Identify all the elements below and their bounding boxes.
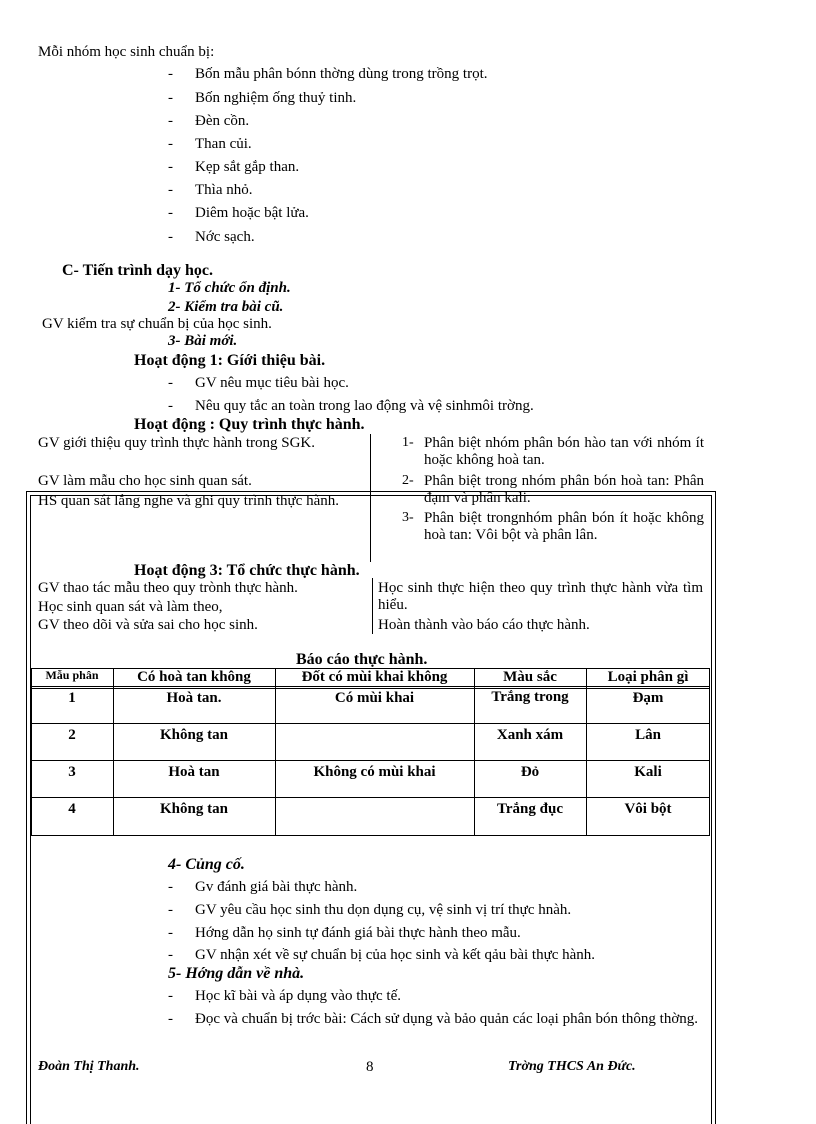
section-4-title: 4- Củng cố.: [168, 856, 245, 873]
table-cell: 3: [68, 764, 76, 780]
activity-2-left-2: GV làm mẫu cho học sinh quan sát.: [38, 473, 252, 489]
list-item: - Học kĩ bài và áp dụng vào thực tế.: [168, 988, 401, 1004]
activity-3-right-2: Hoàn thành vào báo cáo thực hành.: [378, 617, 590, 633]
step-number: 3-: [402, 510, 414, 525]
section-c-title: C- Tiến trình dạy học.: [62, 262, 213, 279]
list-item: - Nớc sạch.: [168, 229, 255, 245]
section-5-title: 5- Hớng dẫn về nhà.: [168, 965, 305, 982]
table-cell: 2: [68, 727, 76, 743]
table-header: Màu sắc: [503, 669, 557, 685]
table-header: Mẫu phân: [45, 668, 99, 682]
table-cell: 1: [68, 690, 76, 706]
activity-3-title: Hoạt động 3: Tổ chức thực hành.: [134, 562, 360, 579]
footer-author: Đoàn Thị Thanh.: [38, 1059, 140, 1074]
step-text: Phân biệt trongnhóm phân bón ít hoặc không hoà tan: Vôi bột và phân lân.: [424, 510, 704, 544]
list-item: - Than củi.: [168, 136, 252, 152]
subsection-title: 2- Kiểm tra bài cũ.: [168, 299, 284, 315]
table-cell: Xanh xám: [496, 727, 564, 743]
activity-3-left-1: GV thao tác mẫu theo quy trònh thực hành.: [38, 580, 298, 596]
page-number: 8: [366, 1059, 374, 1075]
list-item: - Kẹp sắt gắp than.: [168, 159, 300, 175]
table-header: Loại phân gì: [607, 669, 689, 685]
list-item: - Bốn mẫu phân bónn thờng dùng trong trồng trọt.: [168, 66, 488, 82]
table-cell: Trắng đục: [497, 801, 563, 817]
footer-school: Trờng THCS An Đức.: [508, 1059, 636, 1074]
table-cell: Không tan: [160, 801, 228, 817]
list-item: - GV yêu cầu học sinh thu dọn dụng cụ, vệ sinh vị trí thực hnàh.: [168, 902, 572, 918]
table-cell: 4: [68, 801, 76, 817]
list-item: - Nêu quy tắc an toàn trong lao động và vệ sinhmôi trờng.: [168, 398, 534, 414]
activity-3-left-3: GV theo dõi và sửa sai cho học sinh.: [38, 617, 258, 633]
column-divider: [372, 578, 373, 634]
activity-3-left-2: Học sinh quan sát và làm theo,: [38, 599, 223, 615]
report-table: [31, 668, 710, 836]
list-item: - Bốn nghiệm ống thuỷ tinh.: [168, 90, 357, 106]
table-cell: Không tan: [160, 727, 228, 743]
table-cell: Có mùi khai: [334, 690, 415, 706]
activity-2-left-1: GV giới thiệu quy trình thực hành trong SGK.: [38, 435, 316, 451]
step-text: Phân biệt trong nhóm phân bón hoà tan: Phân đạm và phân kali.: [424, 473, 704, 507]
list-item: - GV nêu mục tiêu bài học.: [168, 375, 349, 391]
table-cell: Hoà tan: [168, 764, 220, 780]
table-cell: Không có mùi khai: [313, 764, 436, 780]
activity-1-title: Hoạt động 1: Gíới thiệu bài.: [134, 352, 326, 369]
list-item: - Đọc và chuẩn bị trớc bài: Cách sử dụng và bảo quản các loại phân bón thông thờng.: [168, 1011, 703, 1028]
table-cell: Hoà tan.: [166, 690, 222, 706]
subsection-title: 1- Tổ chức ổn định.: [168, 280, 291, 296]
list-item: - Thìa nhỏ.: [168, 182, 253, 198]
prep-title: Mỗi nhóm học sinh chuẩn bị:: [38, 44, 215, 60]
table-cell: Đạm: [632, 690, 664, 706]
list-item-text: Đọc và chuẩn bị trớc bài: Cách sử dụng và bảo quản các loại phân bón thông thờng.: [195, 1011, 699, 1027]
list-item: - Gv đánh giá bài thực hành.: [168, 879, 358, 895]
list-item: - Diêm hoặc bật lửa.: [168, 205, 309, 221]
activity-2-left-3: HS quan sát lắng nghe và ghi quy trình thực hành.: [38, 493, 339, 509]
activity-2-title: Hoạt động : Quy trình thực hành.: [134, 416, 365, 433]
table-cell: Trắng trong: [491, 690, 569, 705]
table-cell: Vôi bột: [624, 801, 672, 817]
step-text: Phân biệt nhóm phân bón hào tan với nhóm ít hoặc không hoà tan.: [424, 435, 704, 469]
table-cell: Kali: [634, 764, 662, 780]
list-item: - GV nhận xét về sự chuẩn bị của học sinh và kết qảu bài thực hành.: [168, 947, 596, 963]
check-text: GV kiểm tra sự chuẩn bị của học sinh.: [42, 316, 272, 332]
list-item: - Hớng dẫn họ sinh tự đánh giá bài thực hành theo mẫu.: [168, 925, 521, 941]
step-number: 2-: [402, 473, 414, 488]
table-header: Có hoà tan không: [137, 669, 251, 685]
table-header: Đốt có mùi khai không: [301, 669, 448, 685]
table-cell: Đỏ: [520, 764, 540, 780]
step-number: 1-: [402, 435, 414, 450]
activity-3-right-1: Học sinh thực hiện theo quy trình thực hành vừa tìm hiểu.: [378, 580, 703, 614]
report-title: Báo cáo thực hành.: [296, 651, 428, 668]
table-cell: Lân: [635, 727, 661, 743]
subsection-title: 3- Bài mới.: [168, 333, 238, 349]
list-item: - Đèn cồn.: [168, 113, 250, 129]
